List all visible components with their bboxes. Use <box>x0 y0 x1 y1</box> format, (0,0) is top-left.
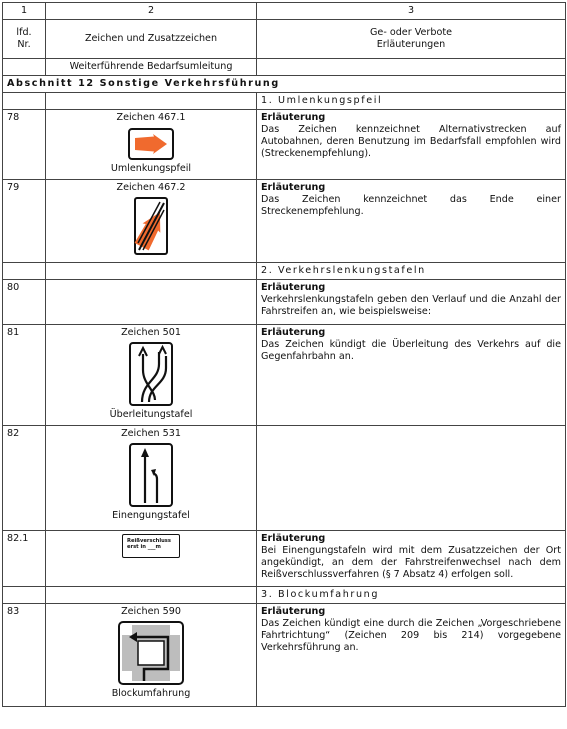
sign-label: Zeichen 467.2 <box>116 181 186 193</box>
explanation-heading: Erläuterung <box>261 326 326 338</box>
table-row-78 <box>3 109 566 179</box>
nr-label: Nr. <box>17 38 31 50</box>
explanation-cell <box>257 530 566 586</box>
explanation-text: Das Zeichen kennzeichnet Alternativstrecken auf Autobahnen, deren Benutzung im Bedarfsfall empfohlen wird (Streckenempfehlung). <box>261 123 561 159</box>
sign-label: Zeichen 590 <box>121 605 181 617</box>
sign-caption: Einengungstafel <box>112 509 190 521</box>
col1-number: 1 <box>3 3 46 20</box>
empty-cell <box>257 425 566 530</box>
table-row-82-1 <box>3 530 566 586</box>
empty-cell <box>3 586 46 603</box>
regulation-table <box>2 2 566 707</box>
row-number: 83 <box>3 603 46 706</box>
subsection-title: 3. Blockumfahrung <box>257 586 566 603</box>
lfd-label: lfd. <box>16 27 32 38</box>
sign-label: Zeichen 467.1 <box>116 111 186 123</box>
sign-caption: Überleitungstafel <box>109 408 193 420</box>
explanation-heading: Erläuterung <box>261 532 326 544</box>
row-number: 78 <box>3 109 46 179</box>
explanation-heading: Erläuterung <box>261 111 326 123</box>
subsection-title: 2. Verkehrslenkungstafeln <box>257 262 566 279</box>
sign-cell <box>46 530 257 586</box>
erlaeuterung-header <box>257 19 566 58</box>
row-number: 79 <box>3 179 46 262</box>
table-row-83 <box>3 603 566 706</box>
subsection-row-3 <box>3 586 566 603</box>
explanation-text: Das Zeichen kennzeichnet das Ende einer Streckenempfehlung. <box>261 193 561 217</box>
explanation-cell <box>257 179 566 262</box>
subheader-row <box>3 58 566 75</box>
table-row-81 <box>3 324 566 425</box>
sign-cell <box>46 603 257 706</box>
gebote-label: Ge- oder Verbote <box>370 27 452 38</box>
explanation-heading: Erläuterung <box>261 605 326 617</box>
ende-umlenkungspfeil-icon <box>134 197 168 255</box>
row-number: 82 <box>3 425 46 530</box>
empty-cell <box>46 279 257 324</box>
row-number: 81 <box>3 324 46 425</box>
ueberleitungstafel-icon <box>129 342 173 406</box>
bedarfsumleitung-label: Weiterführende Bedarfsumleitung <box>46 58 257 75</box>
zusatz-line2: erst in ___m <box>127 544 161 551</box>
col2-number: 2 <box>46 3 257 20</box>
subsection-row-2 <box>3 262 566 279</box>
umlenkungspfeil-icon <box>128 128 174 160</box>
empty-cell <box>257 58 566 75</box>
empty-cell <box>46 586 257 603</box>
empty-cell <box>3 58 46 75</box>
explanation-text: Das Zeichen kündigt die Überleitung des Verkehrs auf die Gegenfahrbahn an. <box>261 338 561 362</box>
explanation-heading: Erläuterung <box>261 181 326 193</box>
section-row <box>3 75 566 92</box>
explanation-text: Bei Einengungstafeln wird mit dem Zusatzzeichen der Ort angekündigt, an dem der Fahrstreifenwechsel nach dem Reißverschlussverfahren (§ 7 Absatz 4) erfolgen soll. <box>261 544 561 580</box>
sign-cell <box>46 109 257 179</box>
section-title: Abschnitt 12 Sonstige Verkehrsführung <box>3 75 566 92</box>
sign-caption: Umlenkungspfeil <box>110 162 192 174</box>
explanation-cell <box>257 109 566 179</box>
sign-cell <box>46 425 257 530</box>
column-title-row <box>3 19 566 58</box>
explanation-cell <box>257 603 566 706</box>
empty-cell <box>46 262 257 279</box>
row-number: 82.1 <box>3 530 46 586</box>
empty-cell <box>3 262 46 279</box>
subsection-row-1 <box>3 92 566 109</box>
empty-cell <box>46 92 257 109</box>
col3-number: 3 <box>257 3 566 20</box>
zusatz-line1: Reißverschluss <box>127 537 171 544</box>
empty-cell <box>3 92 46 109</box>
sign-cell <box>46 179 257 262</box>
explanation-cell <box>257 324 566 425</box>
zeichen-header: Zeichen und Zusatzzeichen <box>46 19 257 58</box>
sign-label: Zeichen 531 <box>121 427 181 439</box>
einengungstafel-icon <box>129 443 173 507</box>
explanation-text: Verkehrslenkungstafeln geben den Verlauf und die Anzahl der Fahrstreifen an, wie beispielsweise: <box>261 293 561 317</box>
erlaeuterungen-label: Erläuterungen <box>376 38 446 50</box>
sign-caption: Blockumfahrung <box>111 687 191 699</box>
sign-cell <box>46 324 257 425</box>
table-row-82 <box>3 425 566 530</box>
zusatzzeichen-reissverschluss <box>122 534 180 558</box>
explanation-cell <box>257 279 566 324</box>
lfd-nr-header <box>3 19 46 58</box>
table-row-79 <box>3 179 566 262</box>
subsection-title: 1. Umlenkungspfeil <box>257 92 566 109</box>
blockumfahrung-icon <box>118 621 184 685</box>
column-number-row <box>3 3 566 20</box>
explanation-heading: Erläuterung <box>261 281 326 293</box>
explanation-text: Das Zeichen kündigt eine durch die Zeichen „Vorgeschriebene Fahrtrichtung“ (Zeichen 209 bis 214) vorgegebene Verkehrsführung an. <box>261 617 561 653</box>
table-row-80 <box>3 279 566 324</box>
row-number: 80 <box>3 279 46 324</box>
sign-label: Zeichen 501 <box>121 326 181 338</box>
